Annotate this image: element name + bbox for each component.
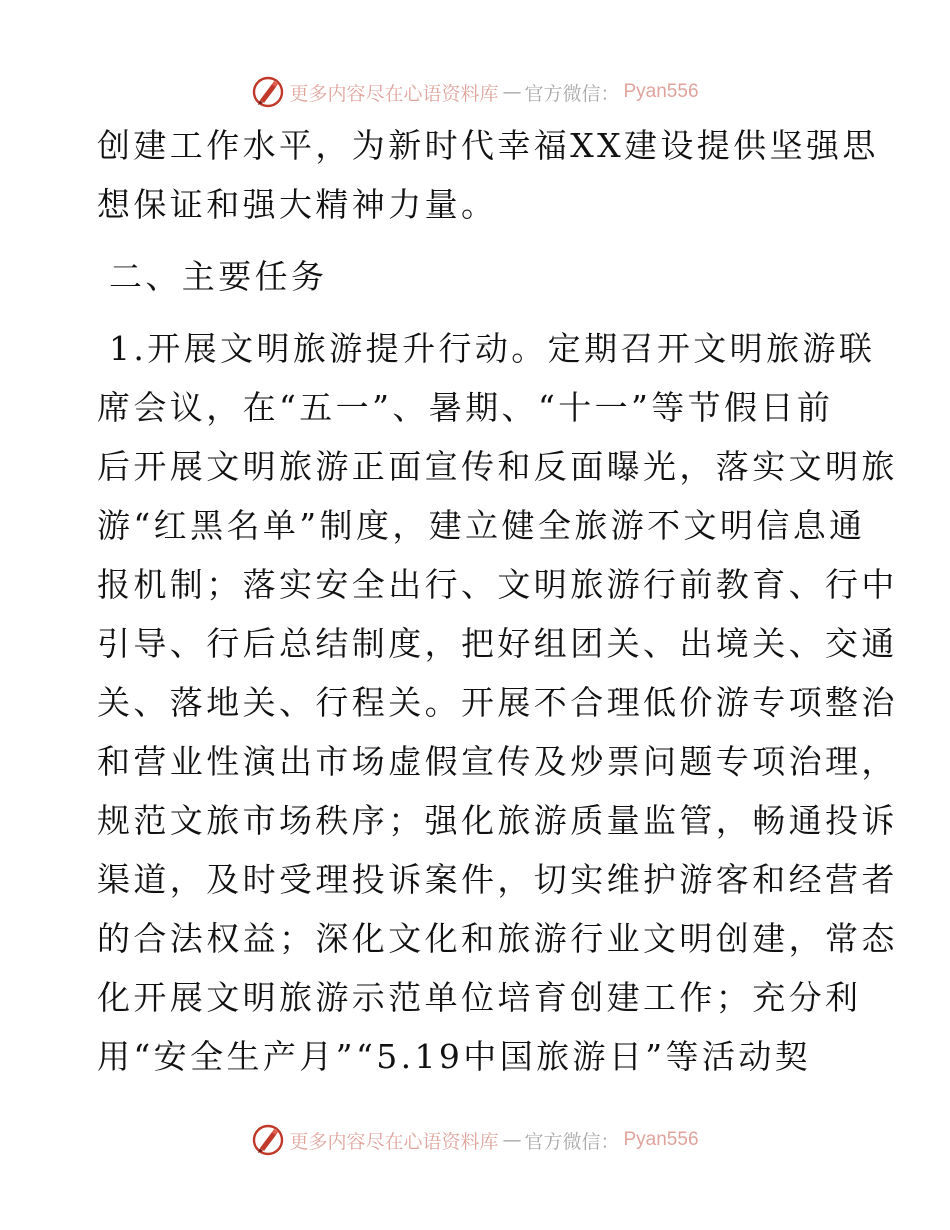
text-line: 后开展文明旅游正面宣传和反面曝光，落实文明旅 (97, 447, 898, 486)
pen-logo-icon (251, 75, 285, 109)
text-line: 的合法权益；深化文化和旅游行业文明创建，常态 (97, 919, 898, 958)
watermark-id: Pyan556 (623, 1129, 699, 1150)
watermark-label: 官方微信： (524, 82, 620, 105)
footer-watermark (0, 1120, 950, 1160)
text-line: 和营业性演出市场虚假宣传及炒票问题专项治理， (97, 742, 898, 781)
task-paragraph (97, 319, 898, 1086)
text-line: 席会议，在“五一”、暑期、“十一”等节假日前 (97, 388, 834, 427)
watermark-dash: — (502, 1129, 521, 1151)
text-line: 规范文旅市场秩序；强化旅游质量监管，畅通投诉 (97, 801, 898, 840)
text-line: 引导、行后总结制度，把好组团关、出境关、交通 (97, 624, 898, 663)
text-line: 渠道，及时受理投诉案件，切实维护游客和经营者 (97, 860, 898, 899)
text-line: 用“安全生产月”“5.19中国旅游日”等活动契 (97, 1037, 812, 1076)
text-line: 想保证和强大精神力量。 (97, 185, 498, 224)
header-watermark (0, 72, 950, 112)
pen-logo-icon (251, 1123, 285, 1157)
text-line: 报机制；落实安全出行、文明旅游行前教育、行中 (97, 565, 898, 604)
intro-block (97, 116, 879, 234)
section-heading: 二、主要任务 (109, 257, 328, 296)
text-line: 创建工作水平，为新时代幸福XX建设提供坚强思 (97, 126, 879, 165)
watermark-id: Pyan556 (623, 81, 699, 102)
text-line: 关、落地关、行程关。开展不合理低价游专项整治 (97, 683, 898, 722)
watermark-text: 更多内容尽在心语资料库 (289, 82, 499, 105)
text-line: 1.开展文明旅游提升行动。定期召开文明旅游联 (109, 329, 876, 368)
text-line: 化开展文明旅游示范单位培育创建工作；充分利 (97, 978, 862, 1017)
text-line: 游“红黑名单”制度，建立健全旅游不文明信息通 (97, 506, 866, 545)
document-body (97, 116, 898, 1086)
watermark-text: 更多内容尽在心语资料库 (289, 1130, 499, 1153)
watermark-label: 官方微信： (524, 1130, 620, 1153)
watermark-dash: — (502, 81, 521, 103)
